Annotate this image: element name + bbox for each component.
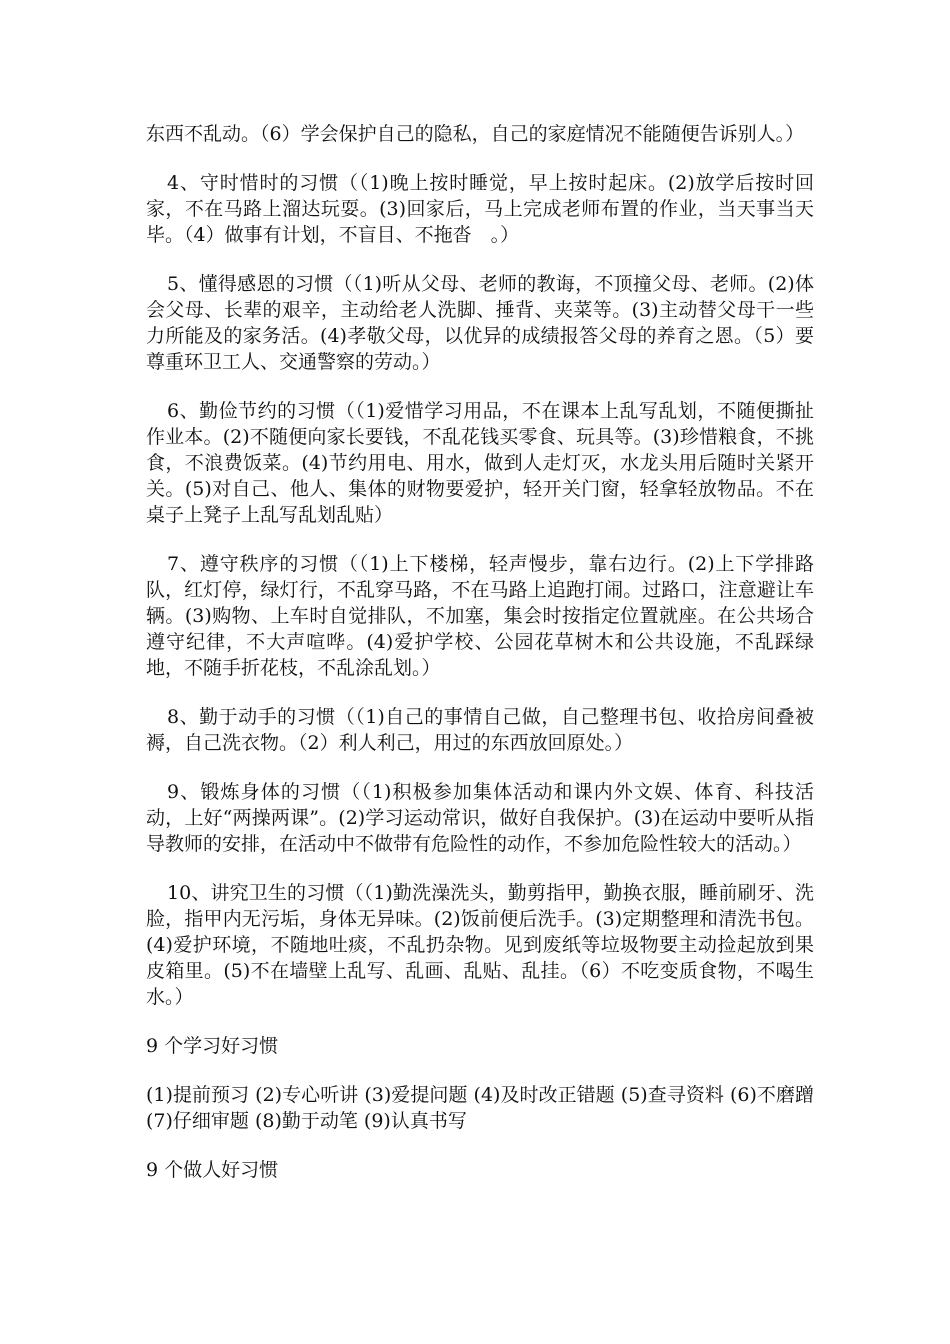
paragraph-habit-9: 9、锻炼身体的习惯（（1)积极参加集体活动和课内外文娱、体育、科技活动，上好“两操两课”。(2)学习运动常识，做好自我保护。(3)在运动中要听从指导教师的安排，在活动中不做带有危险性的动作，不参加危险性较大的活动。） [146, 781, 814, 855]
paragraph-habit-8: 8、勤于动手的习惯（（1)自己的事情自己做，自己整理书包、收拾房间叠被褥，自己洗衣物。（2）利人利己，用过的东西放回原处。） [146, 706, 814, 754]
paragraph-habit-10: 10、讲究卫生的习惯（（1)勤洗澡洗头，勤剪指甲，勤换衣服，睡前刷牙、洗脸，指甲内无污垢，身体无异味。(2)饭前便后洗手。(3)定期整理和清洗书包。(4)爱护环境，不随地吐痰，不乱扔杂物。见到废纸等垃圾物要主动捡起放到果皮箱里。(5)不在墙壁上乱写、乱画、乱贴、乱挂。（6）不吃变质食物，不喝生水。） [146, 882, 814, 1008]
paragraph-continuation: 东西不乱动。（6）学会保护自己的隐私，自己的家庭情况不能随便告诉别人。） [146, 123, 805, 145]
study-habits-list: (1)提前预习 (2)专心听讲 (3)爱提问题 (4)及时改正错题 (5)查寻资料 (6)不磨蹭 (7)仔细审题 (8)勤于动笔 (9)认真书写 [146, 1084, 814, 1132]
paragraph-habit-6: 6、勤俭节约的习惯（（1)爱惜学习用品，不在课本上乱写乱划，不随便撕扯作业本。(2)不随便向家长要钱，不乱花钱买零食、玩具等。(3)珍惜粮食，不挑食，不浪费饭菜。(4)节约用电、用水，做到人走灯灭，水龙头用后随时关紧开关。(5)对自己、他人、集体的财物要爱护，轻开关门窗，轻拿轻放物品。不在桌子上凳子上乱写乱划乱贴） [146, 400, 814, 526]
paragraph-habit-4: 4、守时惜时的习惯（（1)晚上按时睡觉，早上按时起床。(2)放学后按时回家，不在马路上溜达玩耍。(3)回家后，马上完成老师布置的作业，当天事当天毕。（4）做事有计划，不盲目、不拖沓 。） [146, 172, 814, 246]
paragraph-habit-5: 5、懂得感恩的习惯（（1)听从父母、老师的教诲，不顶撞父母、老师。(2)体会父母、长辈的艰辛，主动给老人洗脚、捶背、夹菜等。(3)主动替父母干一些力所能及的家务活。(4)孝敬父母，以优异的成绩报答父母的养育之恩。（5）要尊重环卫工人、交通警察的劳动。） [146, 273, 814, 373]
paragraph-habit-7: 7、遵守秩序的习惯（（1)上下楼梯，轻声慢步，靠右边行。(2)上下学排路队，红灯停，绿灯行，不乱穿马路，不在马路上追跑打闹。过路口，注意避让车辆。(3)购物、上车时自觉排队，不加塞，集会时按指定位置就座。在公共场合遵守纪律，不大声喧哗。(4)爱护学校、公园花草树木和公共设施，不乱踩绿地，不随手折花枝，不乱涂乱划。） [146, 553, 814, 679]
document-page [146, 121, 814, 1206]
person-habits-heading: 9 个做人好习惯 [146, 1159, 279, 1181]
study-habits-heading: 9 个学习好习惯 [146, 1035, 279, 1057]
